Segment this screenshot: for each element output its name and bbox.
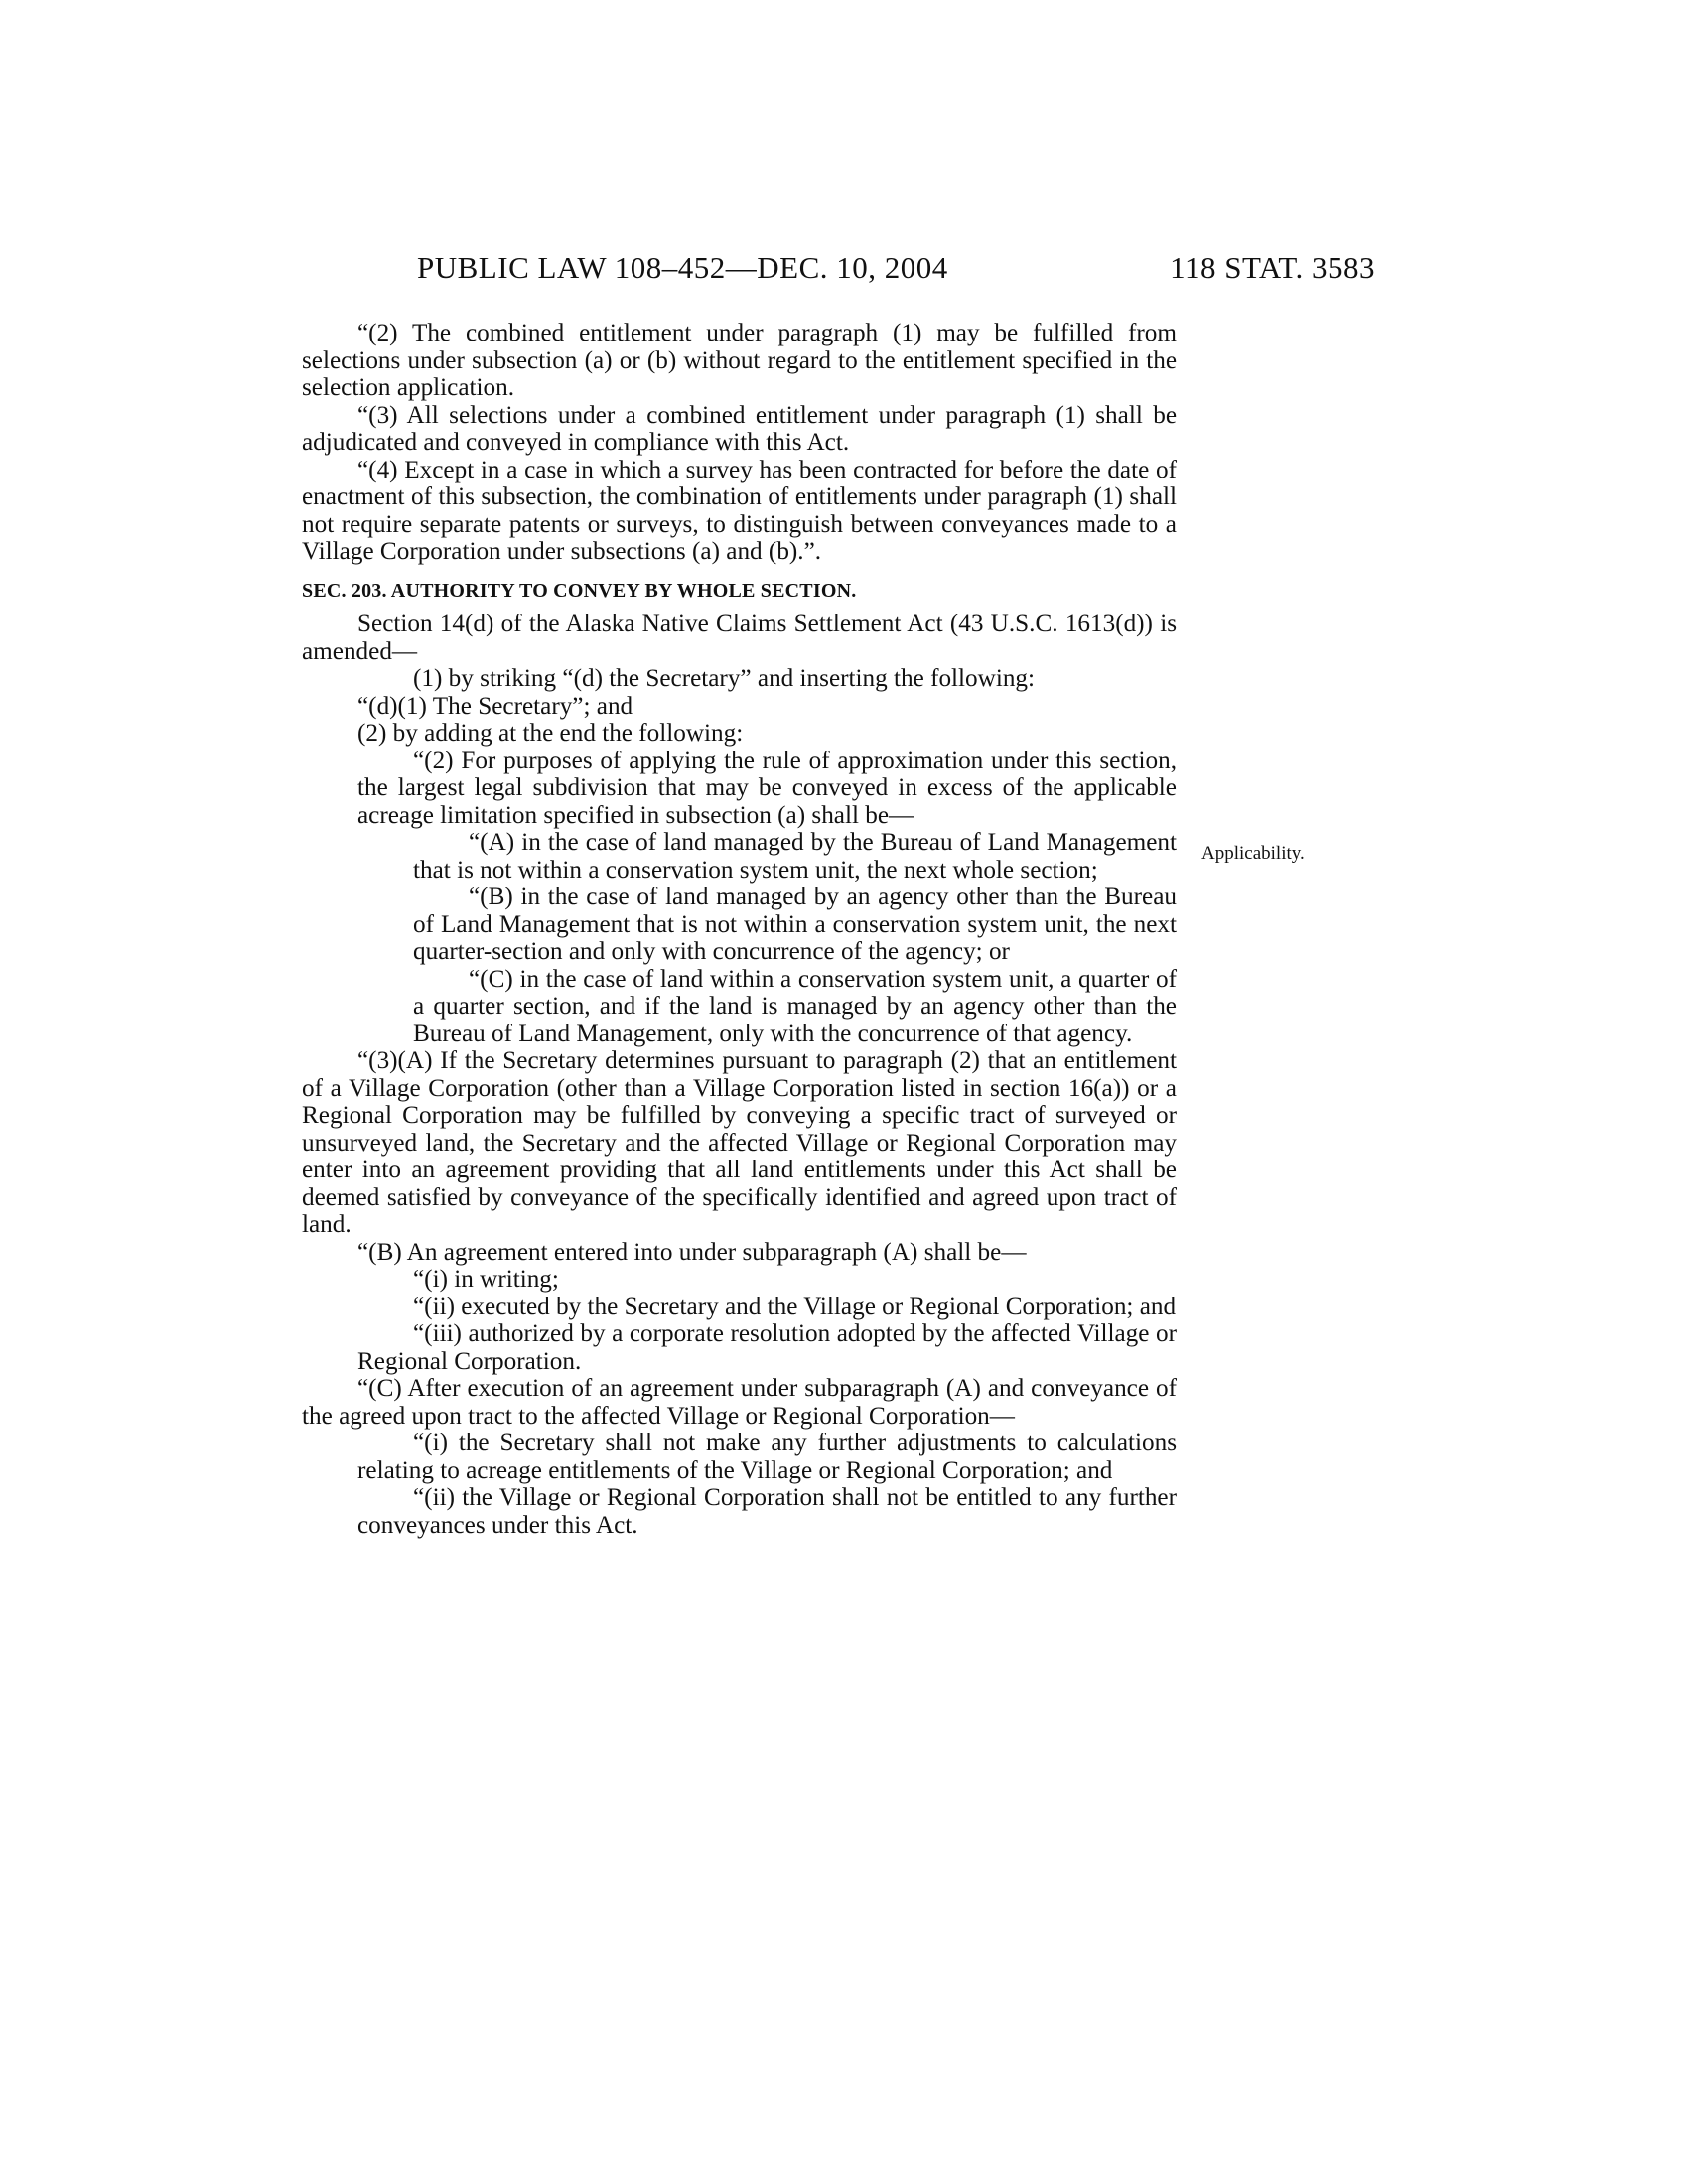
paragraph: (2) by adding at the end the following:	[357, 720, 744, 747]
statute-citation: 118 STAT. 3583	[1170, 250, 1375, 285]
paragraph: “(iii) authorized by a corporate resolution adopted by the affected Village or Regional Corporation.	[357, 1320, 1177, 1375]
paragraph: “(3)(A) If the Secretary determines pursuant to paragraph (2) that an entitlement of a Village Corporation (other than a Village Corporation listed in section 16(a)) or a Regional Corporation may be fulfilled by conveying a specific tract of surveyed or unsurveyed land, the Secretary and the affected Village or Regional Corporation may enter into an agreement providing that all land entitlements under this Act shall be deemed satisfied by conveyance of the specifically identified and agreed upon tract of land.	[302, 1047, 1177, 1238]
paragraph: “(B) in the case of land managed by an agency other than the Bureau of Land Management that is not within a conservation system unit, the next quarter-section and only with concurrence of the agency; or	[413, 884, 1177, 965]
page-header	[417, 248, 1375, 288]
paragraph: “(ii) executed by the Secretary and the Village or Regional Corporation; and	[413, 1293, 1177, 1320]
paragraph: “(2) The combined entitlement under paragraph (1) may be fulfilled from selections under subsection (a) or (b) without regard to the entitlement specified in the selection application.	[302, 320, 1177, 401]
paragraph: “(B) An agreement entered into under subparagraph (A) shall be—	[357, 1238, 1027, 1266]
paragraph: “(i) in writing;	[413, 1266, 559, 1293]
paragraph: “(A) in the case of land managed by the Bureau of Land Management that is not within a conservation system unit, the next whole section;	[413, 829, 1177, 884]
paragraph: “(C) in the case of land within a conservation system unit, a quarter of a quarter section, and if the land is managed by an agency other than the Bureau of Land Management, only with the concurrence of that agency.	[413, 965, 1177, 1047]
margin-note: Applicability.	[1201, 843, 1305, 864]
paragraph: Section 14(d) of the Alaska Native Claims Settlement Act (43 U.S.C. 1613(d)) is amended—	[302, 611, 1177, 665]
document-body	[302, 320, 1177, 1539]
paragraph: “(3) All selections under a combined entitlement under paragraph (1) shall be adjudicated and conveyed in compliance with this Act.	[302, 401, 1177, 456]
paragraph: “(d)(1) The Secretary”; and	[357, 692, 633, 720]
paragraph: (1) by striking “(d) the Secretary” and inserting the following:	[413, 665, 1036, 692]
paragraph: “(2) For purposes of applying the rule of approximation under this section, the largest legal subdivision that may be conveyed in excess of the applicable acreage limitation specified in subsection (a) shall be—	[357, 747, 1177, 829]
section-heading: SEC. 203. AUTHORITY TO CONVEY BY WHOLE SECTION.	[302, 579, 857, 602]
paragraph: “(i) the Secretary shall not make any further adjustments to calculations relating to acreage entitlements of the Village or Regional Corporation; and	[357, 1430, 1177, 1484]
paragraph: “(C) After execution of an agreement under subparagraph (A) and conveyance of the agreed upon tract to the affected Village or Regional Corporation—	[302, 1375, 1177, 1430]
running-head: PUBLIC LAW 108–452—DEC. 10, 2004	[417, 250, 948, 285]
paragraph: “(4) Except in a case in which a survey has been contracted for before the date of enactment of this subsection, the combination of entitlements under paragraph (1) shall not require separate patents or surveys, to distinguish between conveyances made to a Village Corporation under subsections (a) and (b).”.	[302, 456, 1177, 565]
paragraph: “(ii) the Village or Regional Corporation shall not be entitled to any further conveyances under this Act.	[357, 1484, 1177, 1539]
